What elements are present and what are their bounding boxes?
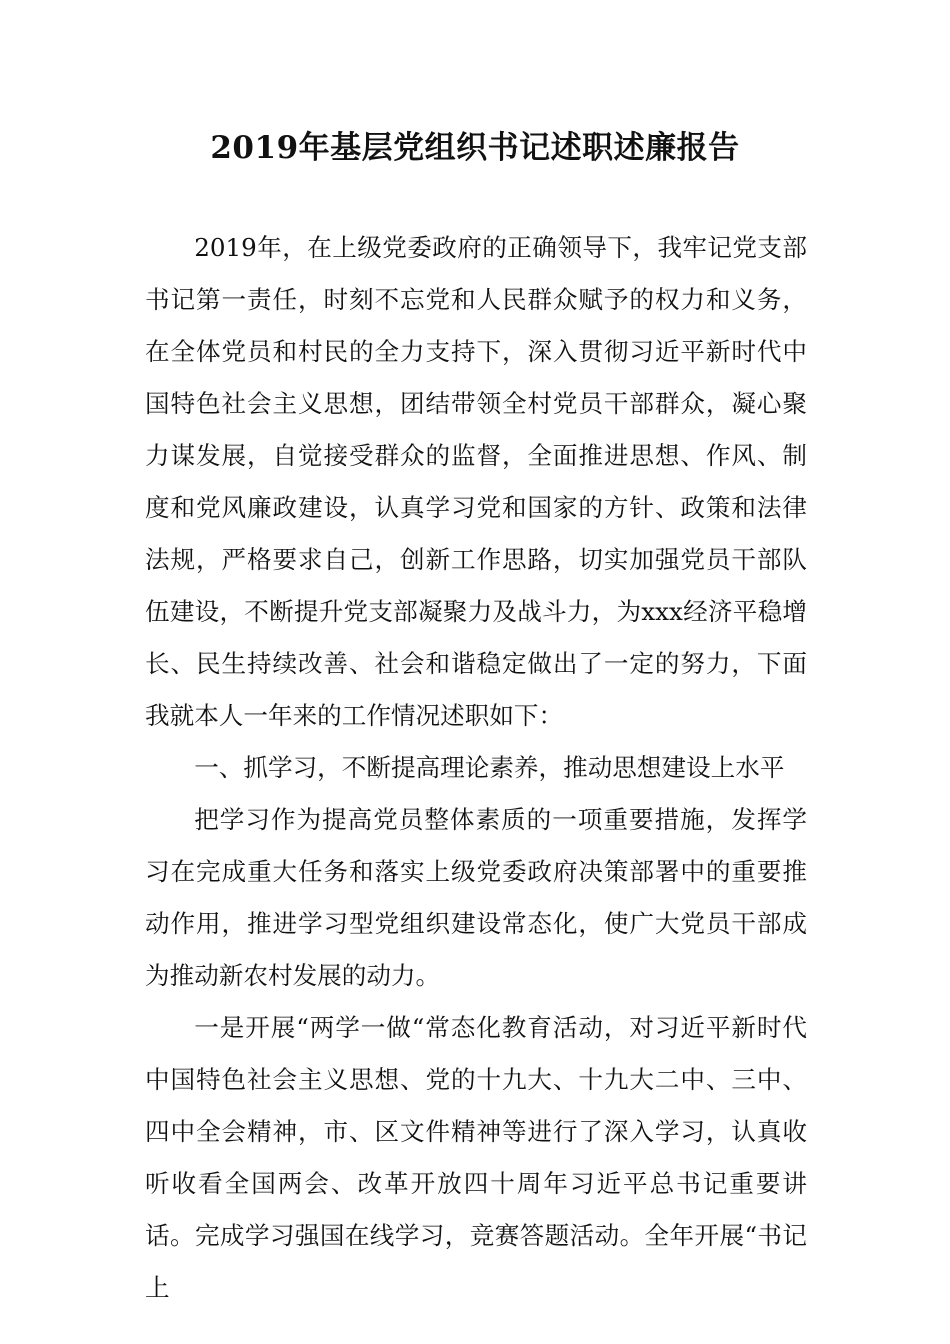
paragraph-study-importance: 把学习作为提高党员整体素质的一项重要措施，发挥学习在完成重大任务和落实上级党委政府决策部署中的重要推动作用，推进学习型党组织建设常态化，使广大党员干部成为推动新农村发展的动力。 — [145, 805, 807, 990]
section-heading-1: 一、抓学习，不断提高理论素养，推动思想建设上水平 — [194, 753, 785, 782]
paragraph-intro: 2019年，在上级党委政府的正确领导下，我牢记党支部书记第一责任，时刻不忘党和人民群众赋予的权力和义务，在全体党员和村民的全力支持下，深入贯彻习近平新时代中国特色社会主义思想，团结带领全村党员干部群众，凝心聚力谋发展，自觉接受群众的监督，全面推进思想、作风、制度和党风廉政建设，认真学习党和国家的方针、政策和法律法规，严格要求自己，创新工作思路，切实加强党员干部队伍建设，不断提升党支部凝聚力及战斗力，为xxx经济平稳增长、民生持续改善、社会和谐稳定做出了一定的努力，下面我就本人一年来的工作情况述职如下： — [145, 233, 807, 730]
document-body — [145, 222, 807, 1314]
document-title: 2019年基层党组织书记述职述廉报告 — [210, 130, 740, 166]
paragraph-first-point: 一是开展“两学一做“常态化教育活动，对习近平新时代中国特色社会主义思想、党的十九大、十九大二中、三中、四中全会精神，市、区文件精神等进行了深入学习，认真收听收看全国两会、改革开放四十周年习近平总书记重要讲话。完成学习强国在线学习，竞赛答题活动。全年开展“书记上 — [145, 1013, 807, 1302]
